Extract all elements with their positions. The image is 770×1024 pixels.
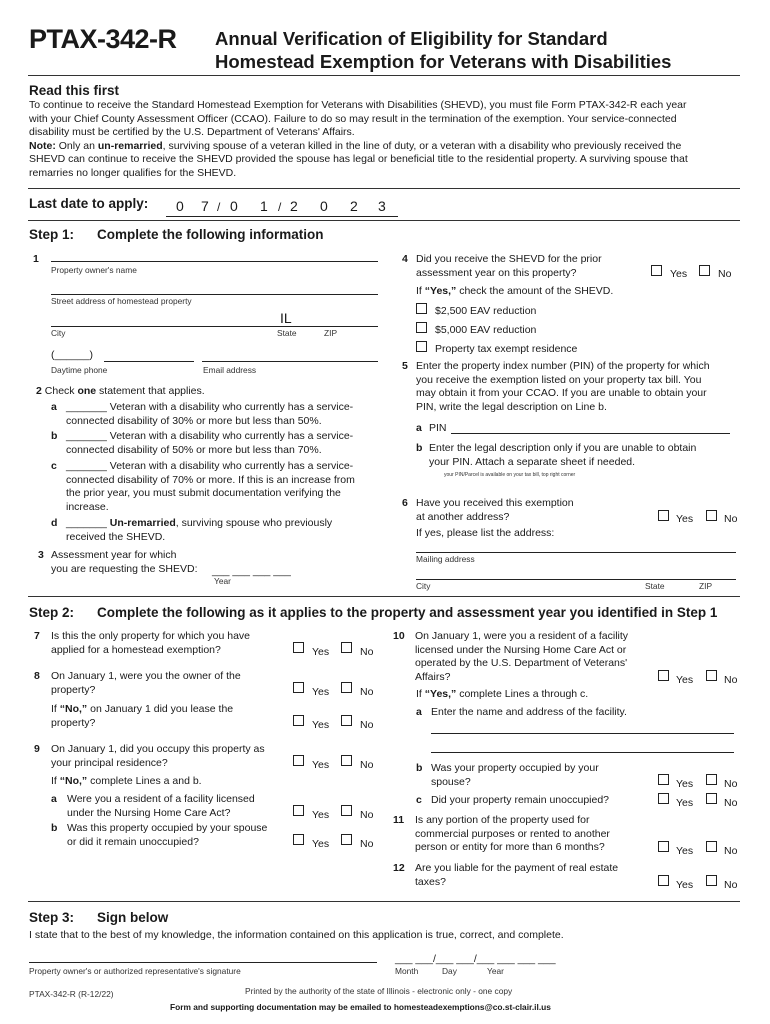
read-first-line: with your Chief County Assessment Officer (CCAO). Failure to do so may result in the termination of the exemption. Your service-connected (29, 112, 677, 125)
line2d-letter: d (51, 517, 58, 529)
if-text: check the amount of the SHEVD. (456, 285, 614, 297)
q7-yes-label: Yes (312, 646, 330, 658)
step1-label: Step 1: (29, 227, 75, 242)
read-first-heading: Read this first (29, 83, 120, 98)
q10-no-checkbox[interactable] (706, 670, 717, 681)
signature-date-input[interactable]: ___ ___/___ ___/___ ___ ___ ___ (395, 953, 556, 965)
printed-by: Printed by the authority of the state of Illinois - electronic only - one copy (245, 986, 513, 996)
header-rule (28, 75, 740, 76)
legal-desc-letter: b (416, 442, 423, 454)
date-digit: 0 (320, 198, 328, 214)
step3-title: Sign below (97, 910, 169, 925)
owner-name-input[interactable] (51, 261, 378, 262)
q10-line: operated by the U.S. Department of Veterans' (415, 657, 628, 670)
q9b-no-checkbox[interactable] (341, 834, 352, 845)
q11-question (415, 814, 610, 855)
q9a-no-checkbox[interactable] (341, 805, 352, 816)
step1-title: Complete the following information (97, 227, 324, 242)
last-date-label: Last date to apply: (29, 196, 149, 211)
line3-line: Assessment year for which (51, 549, 177, 561)
line5-line: may obtain it from your CCAO. If you are unable to obtain your (416, 387, 707, 400)
read-first-line: disability must be certified by the U.S. Department of Veterans' Affairs. (29, 126, 355, 139)
date-digit: 3 (378, 198, 386, 214)
last-date-value (166, 198, 398, 216)
note-line: remarries no longer qualifies for the SHEVD. (29, 166, 237, 179)
q7-line: Is this the only property for which you have (51, 630, 251, 642)
line6-if-yes: If yes, please list the address: (416, 527, 555, 539)
pin-input[interactable] (451, 433, 730, 434)
option-text: connected disability of 30% or more but less than 50%. (66, 414, 322, 427)
legal-desc-line: your PIN. Attach a separate sheet if needed. (429, 455, 636, 468)
q8-number: 8 (34, 670, 40, 682)
q10c-no-label: No (724, 797, 738, 809)
line2-emphasis: one (77, 385, 97, 397)
q10a-letter: a (416, 706, 422, 718)
q8-yes-label: Yes (312, 686, 330, 698)
if-emphasis: “Yes,” (424, 285, 457, 297)
line6-line: Have you received this exemption (416, 497, 574, 509)
pin-label: PIN (429, 422, 447, 434)
option-text: the prior year, you must submit documentation verifying the (66, 487, 341, 500)
line3-text (51, 549, 198, 576)
q9-if-no (51, 775, 202, 789)
q10-line: Affairs? (415, 670, 451, 683)
line4-no-checkbox[interactable] (699, 265, 710, 276)
q10b-line: Was your property occupied by your (431, 762, 599, 774)
eav-5000-checkbox[interactable] (416, 322, 427, 333)
q7-no-checkbox[interactable] (341, 642, 352, 653)
option-text: , surviving spouse who previously (175, 517, 333, 529)
step3-label: Step 3: (29, 910, 75, 925)
q10c-no-checkbox[interactable] (706, 793, 717, 804)
line4-question (416, 253, 602, 280)
option-text: _______ Veteran with a disability who currently has a service- (66, 430, 354, 442)
q12-line: Are you liable for the payment of real estate (415, 862, 619, 874)
q10a-text: Enter the name and address of the facility. (431, 706, 627, 718)
q7-number: 7 (34, 630, 40, 642)
q9a-letter: a (51, 793, 57, 805)
if-text: If (416, 688, 425, 700)
q10-if-yes (416, 688, 588, 702)
line2a-option[interactable] (66, 401, 353, 428)
q9-no-label: No (360, 759, 374, 771)
line4-if-yes (416, 285, 613, 299)
if-text: on January 1 did you lease the (87, 703, 234, 715)
line2-text: Check (44, 385, 78, 397)
q9b-line: or did it remain unoccupied? (67, 835, 199, 848)
line5-text (416, 360, 710, 414)
q10-line: licensed under the Nursing Home Care Act or (415, 643, 627, 656)
q10b-yes-label: Yes (676, 778, 694, 790)
email-note: Form and supporting documentation may be emailed to homesteadexemptions@co.st-clair.il.us (170, 1002, 551, 1012)
if-text: If (416, 285, 425, 297)
read-first-rule (28, 188, 740, 189)
if-text: If (51, 703, 60, 715)
q8-if-no (51, 703, 233, 730)
if-emphasis: “No,” (59, 703, 88, 715)
q8-lease-yes-label: Yes (312, 719, 330, 731)
q9a-line: under the Nursing Home Care Act? (67, 806, 231, 819)
line6-number: 6 (402, 497, 408, 509)
line2b-letter: b (51, 430, 58, 442)
option-blank: _______ (66, 517, 110, 529)
pin-letter: a (416, 422, 422, 434)
line2-prompt (36, 385, 205, 399)
date-digit: 2 (290, 198, 298, 214)
line2c-letter: c (51, 460, 57, 472)
line4-yes-checkbox[interactable] (651, 265, 662, 276)
owner-name-label: Property owner's name (51, 265, 137, 275)
q8-lease-yes-checkbox[interactable] (293, 715, 304, 726)
q11-line: commercial purposes or rented to another (415, 827, 610, 840)
city-label: City (51, 328, 66, 338)
street-address-label: Street address of homestead property (51, 296, 192, 306)
if-text: complete Lines a through c. (456, 688, 589, 700)
mailing-address-input[interactable] (416, 552, 736, 553)
phone-paren: (______) (51, 349, 94, 361)
q9-no-checkbox[interactable] (341, 755, 352, 766)
form-title-line2: Homestead Exemption for Veterans with Disabilities (215, 51, 672, 72)
date-digit: 0 (176, 198, 184, 214)
q12-no-label: No (724, 879, 738, 891)
q8-if-line: property? (51, 716, 96, 729)
street-address-input[interactable] (51, 294, 378, 295)
line6-line: at another address? (416, 510, 510, 523)
state-value: IL (280, 310, 292, 326)
q10c-yes-label: Yes (676, 797, 694, 809)
q11-no-label: No (724, 845, 738, 857)
line6-yes-checkbox[interactable] (658, 510, 669, 521)
line2b-option[interactable] (66, 430, 353, 457)
option-text: connected disability of 70% or more. If this is an increase from (66, 473, 355, 486)
q7-no-label: No (360, 646, 374, 658)
q7-yes-checkbox[interactable] (293, 642, 304, 653)
if-emphasis: “Yes,” (424, 688, 457, 700)
signature-input[interactable] (29, 962, 377, 963)
option-text: _______ Veteran with a disability who currently has a service- (66, 401, 354, 413)
q8-lease-no-checkbox[interactable] (341, 715, 352, 726)
pin-note: your PIN/Parcel is available on your tax bill, top right corner (444, 472, 576, 478)
facility-name-input[interactable] (431, 733, 734, 734)
q9a-no-label: No (360, 809, 374, 821)
q9-line: On January 1, did you occupy this property as (51, 743, 265, 755)
state2-label: State (645, 581, 665, 591)
email-input[interactable] (202, 361, 378, 362)
line3-number: 3 (38, 549, 44, 561)
step2-title: Complete the following as it applies to the property and assessment year you identified in Step 1 (97, 605, 718, 620)
date-digit: 2 (350, 198, 358, 214)
note-text: Only an (55, 139, 98, 152)
q10b-yes-checkbox[interactable] (658, 774, 669, 785)
q12-yes-label: Yes (676, 879, 694, 891)
line1-number: 1 (33, 253, 39, 265)
q12-line: taxes? (415, 875, 446, 888)
line2a-letter: a (51, 401, 57, 413)
line2-number: 2 (36, 385, 42, 397)
line4-line: assessment year on this property? (416, 266, 577, 279)
step2-rule (28, 901, 740, 902)
q9-yes-checkbox[interactable] (293, 755, 304, 766)
q10b-no-label: No (724, 778, 738, 790)
last-date-rule (28, 220, 740, 221)
signature-label: Property owner's or authorized representative's signature (29, 966, 241, 976)
date-separator: / (217, 200, 221, 214)
q8-no-label: No (360, 686, 374, 698)
certification-statement: I state that to the best of my knowledge, the information contained on this application is true, correct, and complete. (29, 929, 564, 941)
q9b-question (67, 822, 267, 849)
q10-number: 10 (393, 630, 405, 642)
note-line (29, 140, 744, 154)
line2-text: statement that applies. (96, 385, 205, 397)
q10-question (415, 630, 628, 684)
q10b-no-checkbox[interactable] (706, 774, 717, 785)
zip2-label: ZIP (699, 581, 713, 591)
q12-no-checkbox[interactable] (706, 875, 717, 886)
q11-line: person or entity for more than 6 months? (415, 841, 605, 854)
date-digit: 7 (201, 198, 209, 214)
tax-exempt-label: Property tax exempt residence (435, 343, 578, 355)
q8-line: property? (51, 683, 96, 696)
date-digit: 0 (230, 198, 238, 214)
q12-number: 12 (393, 862, 405, 874)
form-code: PTAX-342-R (R-12/22) (29, 989, 114, 999)
q10b-letter: b (416, 762, 423, 774)
phone-input[interactable] (104, 361, 194, 362)
line5-line: PIN, write the legal description on Line b. (416, 400, 607, 413)
assessment-year-label: Year (214, 576, 231, 586)
option-text (66, 517, 332, 531)
q10-yes-checkbox[interactable] (658, 670, 669, 681)
if-text: complete Lines a and b. (87, 775, 202, 787)
form-id: PTAX-342-R (29, 24, 177, 54)
q9-line: your principal residence? (51, 756, 168, 769)
month-label: Month (395, 966, 419, 976)
q10c-yes-checkbox[interactable] (658, 793, 669, 804)
city2-label: City (416, 581, 431, 591)
date-digit: 1 (260, 198, 268, 214)
q7-question (51, 630, 250, 657)
mailing-address-label: Mailing address (416, 554, 475, 564)
q10b-line: spouse? (431, 775, 471, 788)
q11-yes-checkbox[interactable] (658, 841, 669, 852)
option-text: connected disability of 50% or more but less than 70%. (66, 443, 322, 456)
read-first-text (29, 99, 744, 181)
last-date-underline (166, 216, 398, 217)
q10-line: On January 1, were you a resident of a facility (415, 630, 629, 642)
q10-yes-label: Yes (676, 674, 694, 686)
line4-yes-label: Yes (670, 268, 688, 280)
line6-no-label: No (724, 513, 738, 525)
note-line: SHEVD can continue to receive the SHEVD provided the spouse has legal or beneficial title to the residential property. A surviving spouse that (29, 153, 688, 166)
line4-no-label: No (718, 268, 732, 280)
note-label: Note: (29, 139, 56, 152)
eav-2500-checkbox[interactable] (416, 303, 427, 314)
q7-line: applied for a homestead exemption? (51, 643, 221, 656)
line5-line: Enter the property index number (PIN) of the property for which (416, 360, 710, 372)
year-label: Year (487, 966, 504, 976)
option-text: increase. (66, 500, 109, 513)
q10b-question (431, 762, 599, 789)
q10c-letter: c (416, 794, 422, 806)
if-text: If (51, 775, 60, 787)
q9-question (51, 743, 265, 770)
q9a-question (67, 793, 255, 820)
zip-label: ZIP (324, 328, 338, 338)
line6-no-checkbox[interactable] (706, 510, 717, 521)
state-label: State (277, 328, 297, 338)
read-first-line: To continue to receive the Standard Homestead Exemption for Veterans with Disabilities (SHEVD), you must file Form PTAX-342-R each year (29, 99, 687, 111)
eav-2500-label: $2,500 EAV reduction (435, 305, 537, 317)
q8-question (51, 670, 241, 697)
q8-lease-no-label: No (360, 719, 374, 731)
line5-number: 5 (402, 360, 408, 372)
phone-label: Daytime phone (51, 365, 108, 375)
q11-no-checkbox[interactable] (706, 841, 717, 852)
legal-desc-text (429, 442, 696, 469)
q11-line: Is any portion of the property used for (415, 814, 590, 826)
q10c-question: Did your property remain unoccupied? (431, 794, 610, 806)
line5-line: you receive the exemption listed on your property tax bill. You (416, 373, 702, 386)
note-emphasis: un-remarried (97, 139, 163, 152)
line6-yes-label: Yes (676, 513, 694, 525)
city-state-zip-input[interactable] (51, 326, 378, 327)
q9b-letter: b (51, 822, 58, 834)
date-separator: / (278, 200, 282, 214)
q12-question (415, 862, 618, 889)
email-label: Email address (203, 365, 257, 375)
line4-line: Did you receive the SHEVD for the prior (416, 253, 602, 265)
line2d-option[interactable] (66, 517, 332, 544)
note-text: , surviving spouse of a veteran killed in the line of duty, or a veteran with a disability who previously received the (162, 139, 682, 152)
q12-yes-checkbox[interactable] (658, 875, 669, 886)
form-title-line1: Annual Verification of Eligibility for Standard (215, 28, 608, 49)
q9b-no-label: No (360, 838, 374, 850)
step2-label: Step 2: (29, 605, 75, 620)
q11-yes-label: Yes (676, 845, 694, 857)
line3-line: you are requesting the SHEVD: (51, 562, 198, 575)
assessment-year-input[interactable]: ___ ___ ___ ___ (212, 565, 291, 577)
q9b-line: Was this property occupied by your spouse (67, 822, 268, 834)
eav-5000-label: $5,000 EAV reduction (435, 324, 537, 336)
if-emphasis: “No,” (59, 775, 88, 787)
city-state-zip-2-input[interactable] (416, 579, 736, 580)
legal-desc-line: Enter the legal description only if you are unable to obtain (429, 442, 697, 454)
q10-no-label: No (724, 674, 738, 686)
q9b-yes-label: Yes (312, 838, 330, 850)
tax-exempt-checkbox[interactable] (416, 341, 427, 352)
q9b-yes-checkbox[interactable] (293, 834, 304, 845)
option-text: _______ Veteran with a disability who currently has a service- (66, 460, 354, 472)
line6-question (416, 497, 574, 524)
line2c-option[interactable] (66, 460, 355, 514)
q9-number: 9 (34, 743, 40, 755)
q9-yes-label: Yes (312, 759, 330, 771)
day-label: Day (442, 966, 457, 976)
q8-line: On January 1, were you the owner of the (51, 670, 241, 682)
step1-rule (28, 596, 740, 597)
q9a-line: Were you a resident of a facility licensed (67, 793, 255, 805)
facility-address-input[interactable] (431, 752, 734, 753)
q8-no-checkbox[interactable] (341, 682, 352, 693)
q11-number: 11 (393, 814, 405, 826)
q8-if-line (51, 703, 233, 717)
option-text: received the SHEVD. (66, 530, 166, 543)
q9a-yes-checkbox[interactable] (293, 805, 304, 816)
line4-number: 4 (402, 253, 408, 265)
option-emphasis: Un-remarried (109, 517, 176, 529)
q8-yes-checkbox[interactable] (293, 682, 304, 693)
q9a-yes-label: Yes (312, 809, 330, 821)
